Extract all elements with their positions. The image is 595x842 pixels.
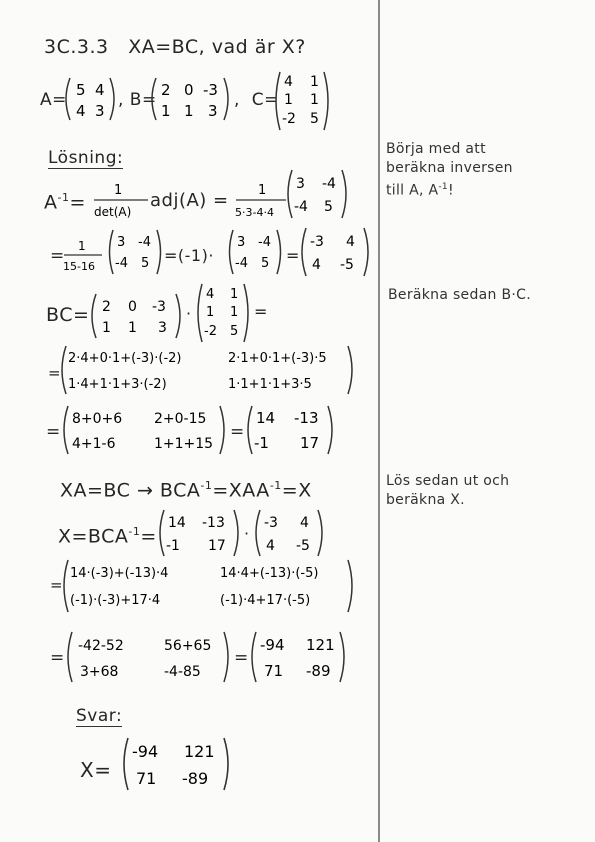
svg-text:1+1+15: 1+1+15 — [154, 436, 214, 452]
svg-text:-4: -4 — [115, 256, 128, 271]
svg-text:-4: -4 — [235, 256, 248, 271]
svg-text:-1: -1 — [254, 434, 269, 452]
svg-text:4: 4 — [266, 538, 275, 554]
svg-text:-94: -94 — [260, 636, 285, 654]
svg-text:5: 5 — [324, 199, 333, 215]
svg-text:1: 1 — [284, 92, 293, 108]
svg-text:4: 4 — [95, 81, 105, 99]
svg-text:15-16: 15-16 — [63, 260, 95, 273]
svg-text:det(A): det(A) — [94, 205, 132, 219]
svg-text:1: 1 — [184, 102, 194, 120]
svg-text:2+0-15: 2+0-15 — [154, 411, 207, 427]
svg-text:-2: -2 — [204, 324, 217, 339]
svg-text:14·(-3)+(-13)·4: 14·(-3)+(-13)·4 — [70, 566, 169, 581]
margin-note-2: Beräkna sedan B·C. — [388, 287, 531, 303]
svg-text:-1: -1 — [166, 538, 180, 554]
svg-text:4: 4 — [76, 102, 86, 120]
svg-text:1: 1 — [258, 183, 267, 198]
svg-text:14: 14 — [256, 409, 276, 427]
svg-text:3+68: 3+68 — [80, 664, 119, 680]
margin-divider — [378, 0, 380, 842]
svg-text:-42-52: -42-52 — [78, 638, 124, 654]
svg-text:1: 1 — [78, 239, 86, 253]
svg-text:3: 3 — [296, 176, 305, 192]
solve-line: $XA=BC \to BCA^{-1}=XAA^{-1}=X$ — [60, 479, 312, 502]
svg-text:5: 5 — [76, 81, 86, 99]
svg-text:4: 4 — [284, 74, 293, 90]
svg-text:-2: -2 — [282, 111, 296, 127]
handwritten-page: 3C.3.3 XA=BC, vad är X? A= 5 4 4 3 , B= 2 0 -3 1 1 3 , C= 4 1 1 1 -2 5 Lösning: $A^{-1}=$ 1 det(A) adj(A) = 1 5·3-4·4 3 -4 -4 5 = 1 15-16 3 -4 -4 5 =(-1)· 3 -4 -4 5 = -3 4 4 -5 BC= 2 0 -3 1 1 3 · 4 1 1 1 -2 5 = = 2·4+0·1+(-3)·(-2) 2·1+0·1+(-3)·5 1·4+1·1+3·(-2) 1·1+1·1+3·5 = 8+0+6 2+0-15 4+1-6 1+1+15 = 14 -13 -1 17 $XA=BC \to BCA^{-1}=XAA^{-1}=X$ $X=BCA^{-1}=$ 14 -13 -1 17 · -3 4 4 -5 = 14·(-3)+(-13)·4 14·4+(-13)·(-5) (-1)·(-3)+17·4 (-1)·4+17·(-5) = -42-52 56+65 3+68 -4-85 = -94 121 71 -89 Svar: X= -94 121 71 -89 Börja med att beräkna inversen till A, $A^{-1}$! Beräkna sedan B·C. Lös sedan ut och beräkna X. — [0, 0, 595, 842]
svg-text:14: 14 — [168, 515, 186, 531]
solution-heading: Lösning: — [48, 148, 124, 168]
svg-text:17: 17 — [208, 538, 226, 554]
svg-text:-4: -4 — [258, 235, 271, 250]
svg-text:71: 71 — [264, 662, 284, 680]
svg-text:121: 121 — [184, 742, 215, 761]
svg-text:4: 4 — [346, 234, 355, 250]
svg-text:1: 1 — [230, 287, 239, 302]
svg-text:3: 3 — [158, 320, 167, 336]
svg-text:14·4+(-13)·(-5): 14·4+(-13)·(-5) — [220, 566, 319, 581]
svg-text:-4-85: -4-85 — [164, 664, 201, 680]
svg-text:2·1+0·1+(-3)·5: 2·1+0·1+(-3)·5 — [228, 351, 327, 366]
svg-text:-4: -4 — [322, 176, 336, 192]
answer-heading: Svar: — [76, 706, 123, 726]
svg-text:1: 1 — [310, 74, 319, 90]
svg-text:1: 1 — [161, 102, 171, 120]
svg-text:-4: -4 — [138, 235, 151, 250]
svg-text:4: 4 — [300, 515, 309, 531]
svg-text:121: 121 — [306, 636, 335, 654]
svg-text:-4: -4 — [294, 199, 308, 215]
svg-text:1: 1 — [230, 305, 239, 320]
svg-text:-94: -94 — [132, 742, 159, 761]
svg-text:3: 3 — [117, 235, 126, 250]
svg-text:2·4+0·1+(-3)·(-2): 2·4+0·1+(-3)·(-2) — [68, 351, 182, 366]
svg-text:-3: -3 — [152, 299, 166, 315]
svg-text:-3: -3 — [203, 81, 218, 99]
svg-text:(-1)·4+17·(-5): (-1)·4+17·(-5) — [220, 593, 311, 608]
svg-text:-3: -3 — [310, 234, 324, 250]
svg-text:1: 1 — [310, 92, 319, 108]
svg-text:5·3-4·4: 5·3-4·4 — [235, 206, 274, 219]
svg-text:-89: -89 — [306, 662, 331, 680]
svg-text:1: 1 — [128, 320, 137, 336]
problem-title: 3C.3.3 XA=BC, vad är X? — [44, 36, 306, 58]
svg-text:1·1+1·1+3·5: 1·1+1·1+3·5 — [228, 377, 312, 392]
svg-text:4+1-6: 4+1-6 — [72, 436, 116, 452]
svg-text:3: 3 — [208, 102, 218, 120]
svg-text:3: 3 — [237, 235, 246, 250]
svg-text:56+65: 56+65 — [164, 638, 212, 654]
svg-text:5: 5 — [141, 256, 150, 271]
svg-text:5: 5 — [230, 324, 239, 339]
margin-note-1: Börja med att beräkna inversen till A, $A^{-1}$! — [386, 141, 513, 199]
margin-note-3: Lös sedan ut och beräkna X. — [386, 473, 510, 508]
svg-text:-5: -5 — [340, 257, 354, 273]
svg-text:17: 17 — [300, 434, 320, 452]
svg-text:1: 1 — [114, 183, 123, 198]
svg-text:2: 2 — [102, 299, 111, 315]
svg-text:4: 4 — [206, 287, 215, 302]
svg-text:5: 5 — [261, 256, 270, 271]
svg-text:0: 0 — [128, 299, 137, 315]
svg-text:-5: -5 — [296, 538, 310, 554]
svg-text:-13: -13 — [294, 409, 319, 427]
svg-text:1: 1 — [206, 305, 215, 320]
svg-text:-3: -3 — [264, 515, 278, 531]
svg-text:-13: -13 — [202, 515, 225, 531]
svg-text:2: 2 — [161, 81, 171, 99]
svg-text:8+0+6: 8+0+6 — [72, 411, 123, 427]
svg-text:0: 0 — [184, 81, 194, 99]
svg-text:71: 71 — [136, 769, 157, 788]
svg-text:3: 3 — [95, 102, 105, 120]
svg-text:1·4+1·1+3·(-2): 1·4+1·1+3·(-2) — [68, 377, 167, 392]
svg-text:-89: -89 — [182, 769, 209, 788]
svg-text:5: 5 — [310, 111, 319, 127]
svg-text:4: 4 — [312, 257, 321, 273]
svg-text:(-1)·(-3)+17·4: (-1)·(-3)+17·4 — [70, 593, 161, 608]
svg-text:1: 1 — [102, 320, 111, 336]
